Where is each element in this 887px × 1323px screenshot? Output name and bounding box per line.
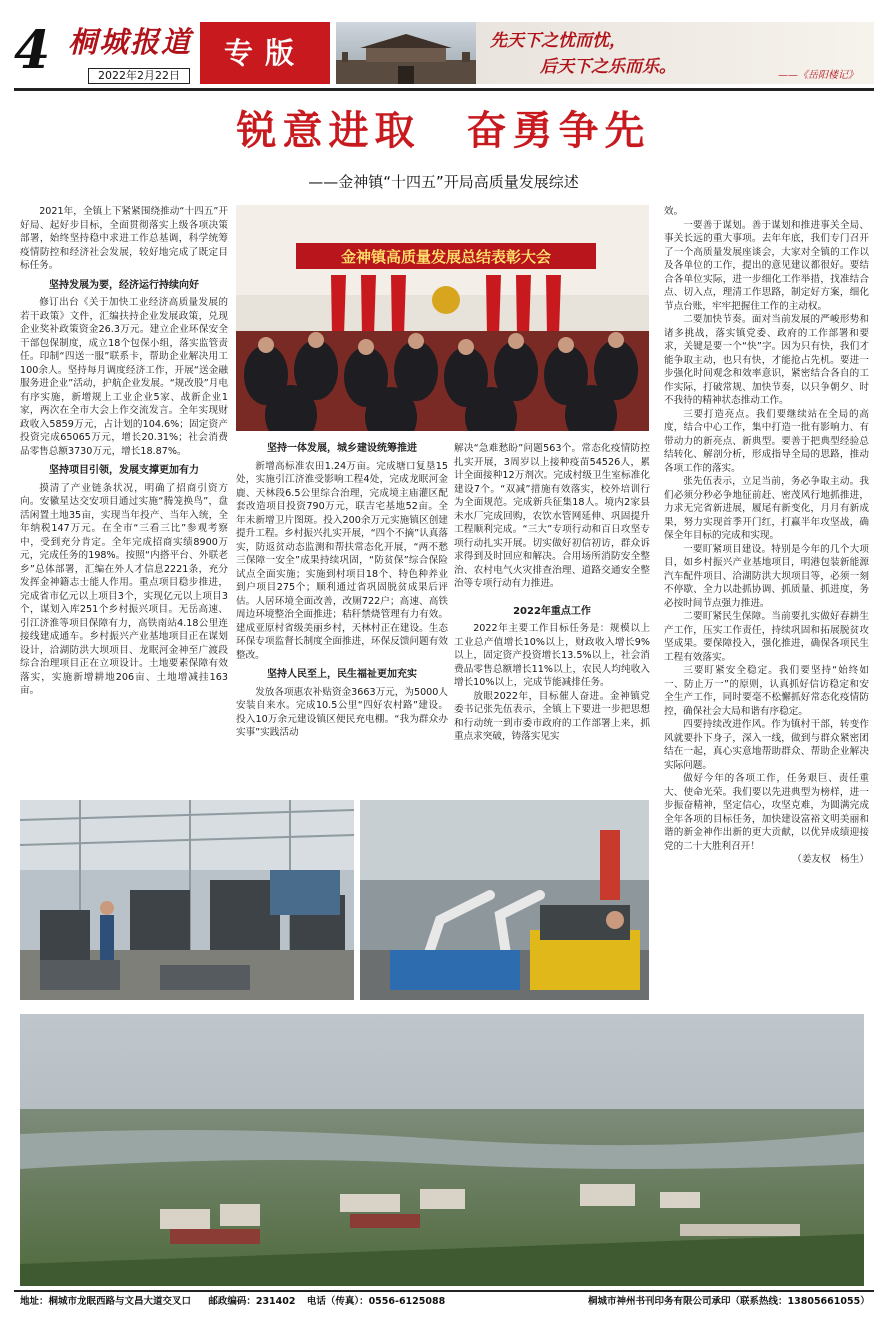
intro-paragraph: 2021年，全镇上下紧紧围绕推动“十四五”开好局、起好步目标，全面贯彻落实上级各项决策部署，始终坚持稳中求进工作总基调，科学统筹疫情防控和经济社会发展，较好地完成了既定目标任务。 [20,206,228,271]
section-heading: 坚持项目引领，发展支撑更加有力 [49,465,199,476]
factory-photo [20,800,354,1000]
newspaper-brand: 桐城报道 [68,25,193,59]
paragraph: 一要盯紧项目建设。特别是今年的几个大项目，如乡村振兴产业基地项目，明港包装新能源汽车配件项目、洽湖防洪大坝项目等，必须一刻不停歇、全力以赴抓协调、抓质量、抓进度，务必按时间节点强力推进。 [664,543,869,609]
headline: 锐意进取 奋勇争先 [236,107,651,154]
paragraph: 二要加快节奏。面对当前发展的严峻形势和诸多挑战，落实镇党委、政府的工作部署和要求，关键是要一个“快”字。因为只有快，我们才能争取主动，也只有快，才能抢占先机。要进一步强化时间观念和效率意识，紧密结合各自的工作实际，打破常规、加快节奏，以只争朝夕、时不我待的精神状态推动工作。 [664,314,869,406]
footer-phone: 电话（传真）：0556-6125088 [306,1296,446,1307]
masthead-rule [14,88,874,91]
paragraph: 放眼2022年，目标催人奋进。金神镇党委书记张先伍表示，全镇上下要进一步把思想和行动统一到市委市政府的工作部署上来，抓重点求突破，铸落实见实 [454,690,650,742]
paragraph: 2022年主要工作目标任务是：规模以上工业总产值增长10%以上，财政收入增长9%以上，固定资产投资增长13.5%以上，社会消费品零售总额增长11%以上，农民人均纯收入增长10%以上，完成节能减排任务。 [454,623,650,688]
paragraph: 二要盯紧民生保障。当前要扎实做好春耕生产工作，压实工作责任，持续巩固和拓展脱贫攻坚成果。要保障投入，强化推进，确保各项民生工程有效落实。 [664,611,869,663]
paragraph: 四要持续改进作风。作为镇村干部，转变作风就要扑下身子，深入一线，做到与群众紧密团结在一起，真心实意地帮助群众、帮助企业解决实际问题。 [664,719,869,771]
paragraph: 修订出台《关于加快工业经济高质量发展的若干政策》文件，汇编扶持企业发展政策，兑现企业奖补政策资金26.3万元。建立企业环保安全干部包保制度，成立18个包保小组，落实监管责任。印制“四送一服”联系卡，帮助企业解决用工100余人。坚持每月调度经济工作，开展“送金融服务进企业”活动，护航企业发展。“规改股”月电有序实施，新增规上工业企业5家、战新企业1家，两次在全市大会上作交流发言。全年实现财政收入5859万元，占计划的104.6%；固定资产投资完成65065万元，增长20.31%；社会消费品零售总额3730万元，增长18.87%。 [20,297,228,457]
page-number: 4 [14,20,51,81]
article-column-d [664,205,869,1025]
subheadline: ——金神镇“十四五”开局高质量发展综述 [308,173,579,191]
paragraph: 摸清了产业链条状况，明确了招商引资方向。安徽星达交安项目通过实施“腾笼换鸟”，盘活闲置土地35亩，实现当年投产、当年入统，全年纳税147万元。在全市“三看三比”参观考察中，受到充分肯定。全年完成招商实绩8900万元，完成任务的198%。按照“内搭平台、外联老乡”总体部署，汇编在外人才信息2221条，充分发挥金神籍志士能人作用。重点项目稳步推进，完成省市亿元以上项目3个，实现亿元以上项目3个，谋划入库251个乡村振兴项目。无岳高速、引江济淮等项目保障有力，高铁南站4.18公里连接线建成通车。乡村振兴产业基地项目正在谋划设计，洽湖防洪大坝项目、龙眠河金神至广渡段综合治理项目正在立项设计。土地要素保障有效落实，实施新增耕地206亩、土地增减挂163亩。 [20,482,228,696]
header-gate-image [336,22,476,84]
paragraph: 发放各项惠农补贴资金3663万元，为5000人安装自来水。完成10.5公里“四好农村路”建设。投入10万余元建设镇区便民充电棚。“我为群众办实事”实践活动 [236,686,448,738]
paragraph: 解决“急难愁盼”问题563个。常态化疫情防控扎实开展，3周岁以上接种疫苗54526人，累计全面接种12万剂次。完成村级卫生室标准化建设7个。“双减”措施有效落实，校外培训行为全面规范。完成新兵征集18人。境内2家县未水厂完成回购，农饮水管网延伸、巩固提升工程顺利完成。“三大”专项行动和百日攻坚专项行动扎实开展。切实做好初信初访，群众诉求得到及时回应和解决。合用场所消防安全整治、农村电气火灾排查治理、道路交通安全整治等专项行动有力推进。 [454,443,650,589]
footer-printer: 桐城市神州书刊印务有限公司承印（联系热线：13805661055） [588,1296,870,1307]
meeting-banner-text: 金神镇高质量发展总结表彰大会 [340,248,552,266]
paragraph: 一要善于谋划。善于谋划和推进事关全局、事关长远的重大事项。去年年底，我们专门召开了一个高质量发展座谈会，大家对全镇的工作以及各单位的工作，提出的意见建议都很好。要结合各单位实际，进一步细化工作举措，找准结合点、切入点，理清工作思路，制定好方案，细化节点台账，牢牢把握住工作的主动权。 [664,219,869,312]
footer-postcode: 邮政编码：231402 [208,1296,296,1307]
paragraph: 做好今年的各项工作，任务艰巨、责任重大、使命光荣。我们要以先进典型为榜样，进一步振奋精神，坚定信心，攻坚克难，为圆满完成全年各项的目标任务，加快建设富裕文明美丽和谐的新金神作出新的更大贡献，以优异成绩迎接党的二十大胜利召开！ [664,773,869,852]
quote-source: ——《岳阳楼记》 [778,70,858,81]
robot-arm-photo [360,800,649,1000]
article-column-b [236,442,448,787]
issue-date: 2022年2月22日 [88,68,190,84]
section-label: 专版 [200,22,330,84]
paragraph: 张先伍表示，立足当前，务必争取主动。我们必须分秒必争地征前赶、密茂风行地抓推进，力求无完省新进展，履尾有新变化，月月有新成果，努力实现首季开门红，打赢半年攻坚战，确保全年目标的完成和实现。 [664,476,869,541]
section-heading: 2022年重点工作 [513,605,591,617]
byline: （姜友权 杨生） [792,854,869,865]
quote-line-2: 后天下之乐而乐。 [540,57,676,77]
article-column-a [20,205,228,785]
paragraph: 新增高标准农田1.24万亩。完成塘口复垦15处，实施引江济淮受影响工程4处，完成龙眠河金鹿、天林段6.5公里综合治理，完成境主庙灌区配套改造项目投资790万元，联吉宅基地52亩。全年未新增卫片图斑。投入200余万元实施镇区创建提升工程。乡村振兴扎实开展，“四个不摘”认真落实，防返贫动态监测和帮扶常态化开展，“两不愁三保障一安全”成果持续巩固，“防贫保”综合保险试点全面实施；实施到村项目18个、特色种养业到户项目275个；顺利通过省巩固脱贫成果后评估。人居环境全面改善，改厕722户；高速、高铁周边环境整治全面推进；秸秆禁烧管理有力有效。建成亚原村省级美丽乡村，天林村正在建设。生态环保专项监督长制度全面推进，环保反馈问题有效整改。 [236,460,448,661]
section-heading: 坚持人民至上，民生福祉更加充实 [267,669,417,680]
meeting-photo [236,205,649,431]
section-heading: 坚持一体发展，城乡建设统筹推进 [267,443,417,454]
aerial-town-photo [20,1014,864,1286]
article-column-c [454,442,650,787]
paragraph: 三要盯紧安全稳定。我们要坚持“始终如一、防止万一”的原则，认真抓好信访稳定和安全生产工作，同时要毫不松懈抓好常态化疫情防控，确保社会大局和谐有序稳定。 [664,665,869,717]
paragraph: 三要打造亮点。我们要继续站在全局的高度，结合中心工作，集中打造一批有影响力、有带动力的新亮点、新典型。要善于把典型经验总结转化、解剖分析，形成指导全局的思路，推动各项工作的落实。 [664,408,869,474]
footer-contact [20,1293,445,1307]
paragraph: 效。 [664,206,684,217]
footer-address: 地址：桐城市龙眠西路与文昌大道交叉口 [20,1296,192,1307]
quote-line-1: 先天下之忧而忧， [490,31,626,51]
footer-rule [14,1290,874,1292]
section-heading: 坚持发展为要，经济运行持续向好 [49,279,199,291]
